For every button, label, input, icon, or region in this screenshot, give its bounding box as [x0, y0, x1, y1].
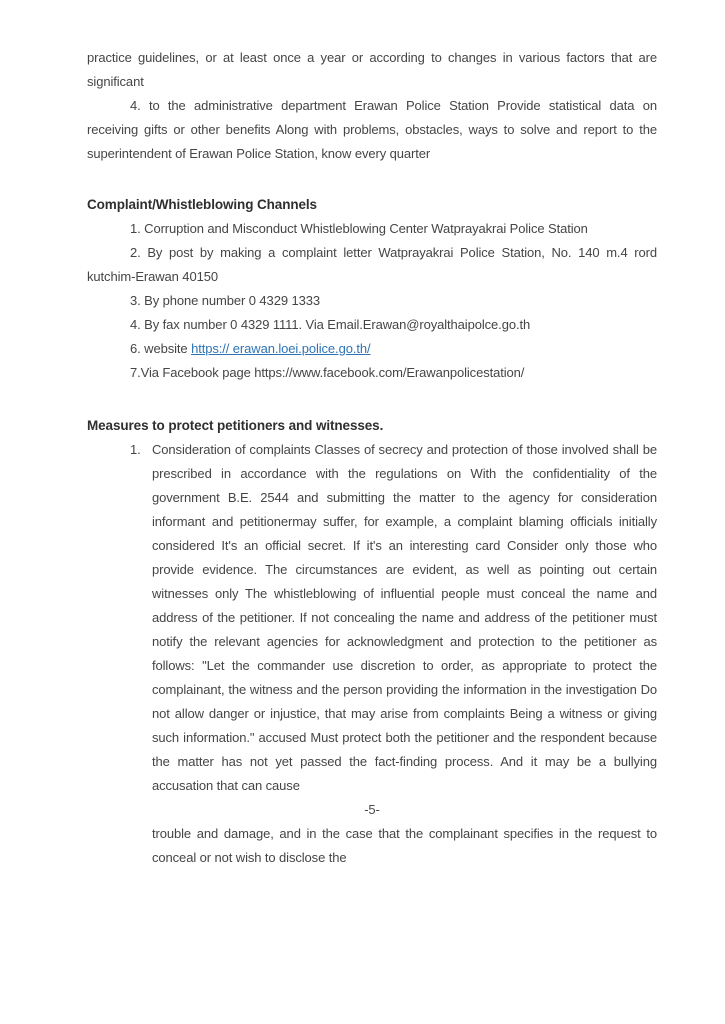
heading-measures-protect-petitioners: Measures to protect petitioners and witnesses.: [87, 418, 384, 433]
channel-item-by-post: 2. By post by making a complaint letter Watprayakrai Police Station, No. 140 m.4 rord kutchim-Erawan 40150: [87, 245, 657, 284]
channel-item-corruption-center: 1. Corruption and Misconduct Whistleblowing Center Watprayakrai Police Station: [130, 221, 588, 236]
channel-item-phone: 3. By phone number 0 4329 1333: [130, 293, 320, 308]
heading-complaint-whistleblowing-channels: Complaint/Whistleblowing Channels: [87, 197, 317, 212]
paragraph-practice-guidelines: practice guidelines, or at least once a year or according to changes in various factors that are significant: [87, 50, 657, 89]
paragraph-item4-administrative: 4. to the administrative department Erawan Police Station Provide statistical data on receiving gifts or other benefits Along with problems, obstacles, ways to solve and report to the superintendent of Erawan Police Station, know every quarter: [87, 98, 657, 161]
website-line-prefix: 6. website: [130, 341, 188, 356]
measure-item-number: 1.: [130, 442, 141, 457]
page-number: -5-: [364, 802, 380, 817]
website-link[interactable]: https:// erawan.loei.police.go.th/: [191, 341, 371, 356]
measure-item-1: [87, 438, 657, 798]
paragraph-trouble-and-damage: trouble and damage, and in the case that the complainant specifies in the request to conceal or not wish to disclose the: [152, 826, 657, 865]
measure-item-text: Consideration of complaints Classes of secrecy and protection of those involved shall be prescribed in accordance with the regulations on With the confidentiality of the government B.E. 2544 and submitting the matter to the agency for consideration informant and petitionermay suffer, for example, a complaint blaming officials initially considered It's an official secret. If it's an interesting card Consider only those who provide evidence. The circumstances are evident, as well as pointing out certain witnesses only The whistleblowing of influential people must conceal the name and address of the petitioner. If not concealing the name and address of the petitioner must notify the relevant agencies for acknowledgment and protection to the petitioner as follows: "Let the commander use discretion to order, as appropriate to protect the complainant, the witness and the person providing the information in the investigation Do not allow danger or injustice, that may arise from complaints Being a witness or giving such information." accused Must protect both the petitioner and the respondent because the matter has not yet passed the fact-finding process. And it may be a bullying accusation that can cause: [152, 442, 657, 793]
channel-item-facebook: 7.Via Facebook page https://www.facebook.com/Erawanpolicestation/: [130, 365, 525, 380]
channel-item-fax-email: 4. By fax number 0 4329 1111. Via Email.Erawan@royalthaipolce.go.th: [130, 317, 531, 332]
channel-item-website: [87, 337, 657, 361]
